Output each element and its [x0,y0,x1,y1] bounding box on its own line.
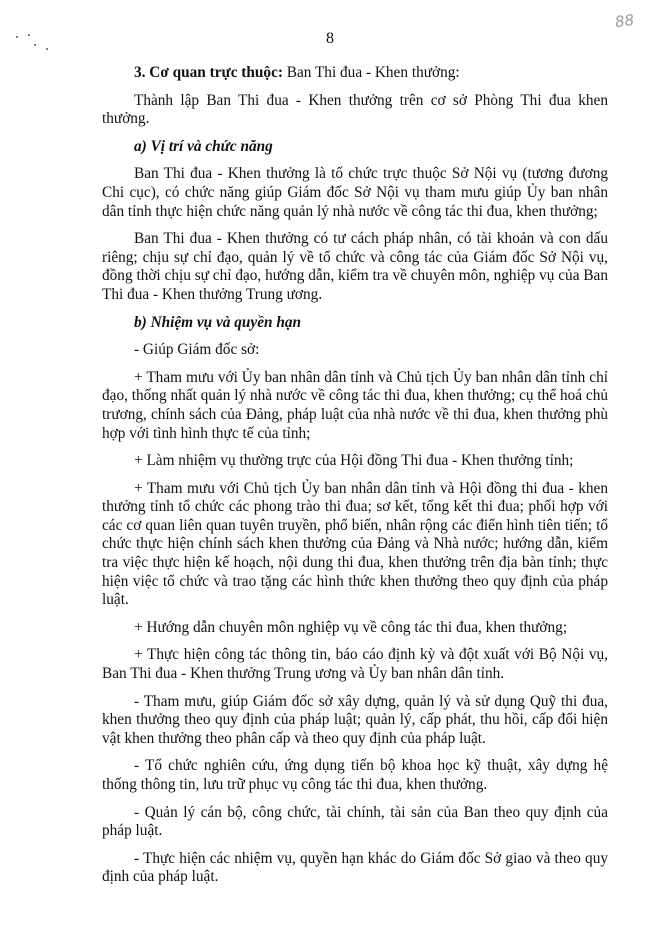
paragraph: Ban Thi đua - Khen thưởng có tư cách pháp nhân, có tài khoản và con dấu riêng; chịu sự chỉ đạo, quản lý về tổ chức và công tác của Giám đốc Sở Nội vụ, đồng thời chịu sự chỉ đạo, hướng dẫn, kiểm tra về chuyên môn, nghiệp vụ của Ban Thi đua - Khen thưởng Trung ương. [102,230,608,303]
part-b-title: b) Nhiệm vụ và quyền hạn [134,313,301,331]
paragraph: - Tham mưu, giúp Giám đốc sở xây dựng, quản lý và sử dụng Quỹ thi đua, khen thưởng theo quy định của pháp luật; quản lý, cấp phát, thu hồi, cấp đổi hiện vật khen thưởng theo phân cấp và theo quy định của pháp luật. [102,692,608,747]
page-number: 8 [326,30,334,47]
document-body [102,64,608,896]
section-heading [102,64,608,83]
paragraph: + Tham mưu với Ủy ban nhân dân tỉnh và Chủ tịch Ủy ban nhân dân tỉnh chỉ đạo, thống nhất quản lý nhà nước về công tác thi đua, khen thưởng; cụ thể hoá chủ trương, chính sách của Đảng, pháp luật của nhà nước về thi đua, khen thưởng phù hợp với tình hình thực tế của tỉnh; [102,368,608,442]
paragraph: + Thực hiện công tác thông tin, báo cáo định kỳ và đột xuất với Bộ Nội vụ, Ban Thi đua - Khen thưởng Trung ương và Ủy ban nhân dân tỉnh. [102,646,608,683]
paragraph: - Tổ chức nghiên cứu, ứng dụng tiến bộ khoa học kỹ thuật, xây dựng hệ thống thông tin, lưu trữ phục vụ công tác thi đua, khen thưởng. [102,757,608,793]
section-intro: Thành lập Ban Thi đua - Khen thưởng trên cơ sở Phòng Thi đua khen thưởng. [102,91,608,128]
paragraph: + Tham mưu với Chủ tịch Ủy ban nhân dân tỉnh và Hội đồng thi đua - khen thưởng tỉnh tổ chức các phong trào thi đua; sơ kết, tổng kết thi đua; phối hợp với các cơ quan liên quan tuyên truyền, phổ biến, nhân rộng các điển hình tiên tiến; tổ chức thực hiện chính sách khen thưởng của Đảng và Nhà nước; hướng dẫn, kiểm tra việc thực hiện kế hoạch, nội dung thi đua, khen thưởng trên địa bàn tỉnh; thực hiện việc tổ chức và trao tặng các hình thức khen thưởng theo quy định của pháp luật. [102,479,608,609]
paragraph: + Làm nhiệm vụ thường trực của Hội đồng Thi đua - Khen thưởng tỉnh; [134,452,574,470]
paragraph: - Quản lý cán bộ, công chức, tài chính, tài sản của Ban theo quy định của pháp luật. [102,803,608,840]
section-heading-label: 3. Cơ quan trực thuộc: [134,64,283,81]
section-heading-value: Ban Thi đua - Khen thưởng: [282,64,460,81]
paragraph: Ban Thi đua - Khen thưởng là tổ chức trực thuộc Sở Nội vụ (tương đương Chi cục), có chức năng giúp Giám đốc Sở Nội vụ tham mưu giúp Ủy ban nhân dân tỉnh thực hiện chức năng quản lý nhà nước về công tác thi đua, khen thưởng; [102,165,608,220]
paragraph: + Hướng dẫn chuyên môn nghiệp vụ về công tác thi đua, khen thưởng; [134,618,568,636]
paragraph: - Giúp Giám đốc sở: [134,341,260,359]
part-a-title: a) Vị trí và chức năng [134,137,273,155]
handwritten-page-note: 88 [613,10,636,32]
paragraph: - Thực hiện các nhiệm vụ, quyền hạn khác do Giám đốc Sở giao và theo quy định của pháp luật. [102,849,608,886]
